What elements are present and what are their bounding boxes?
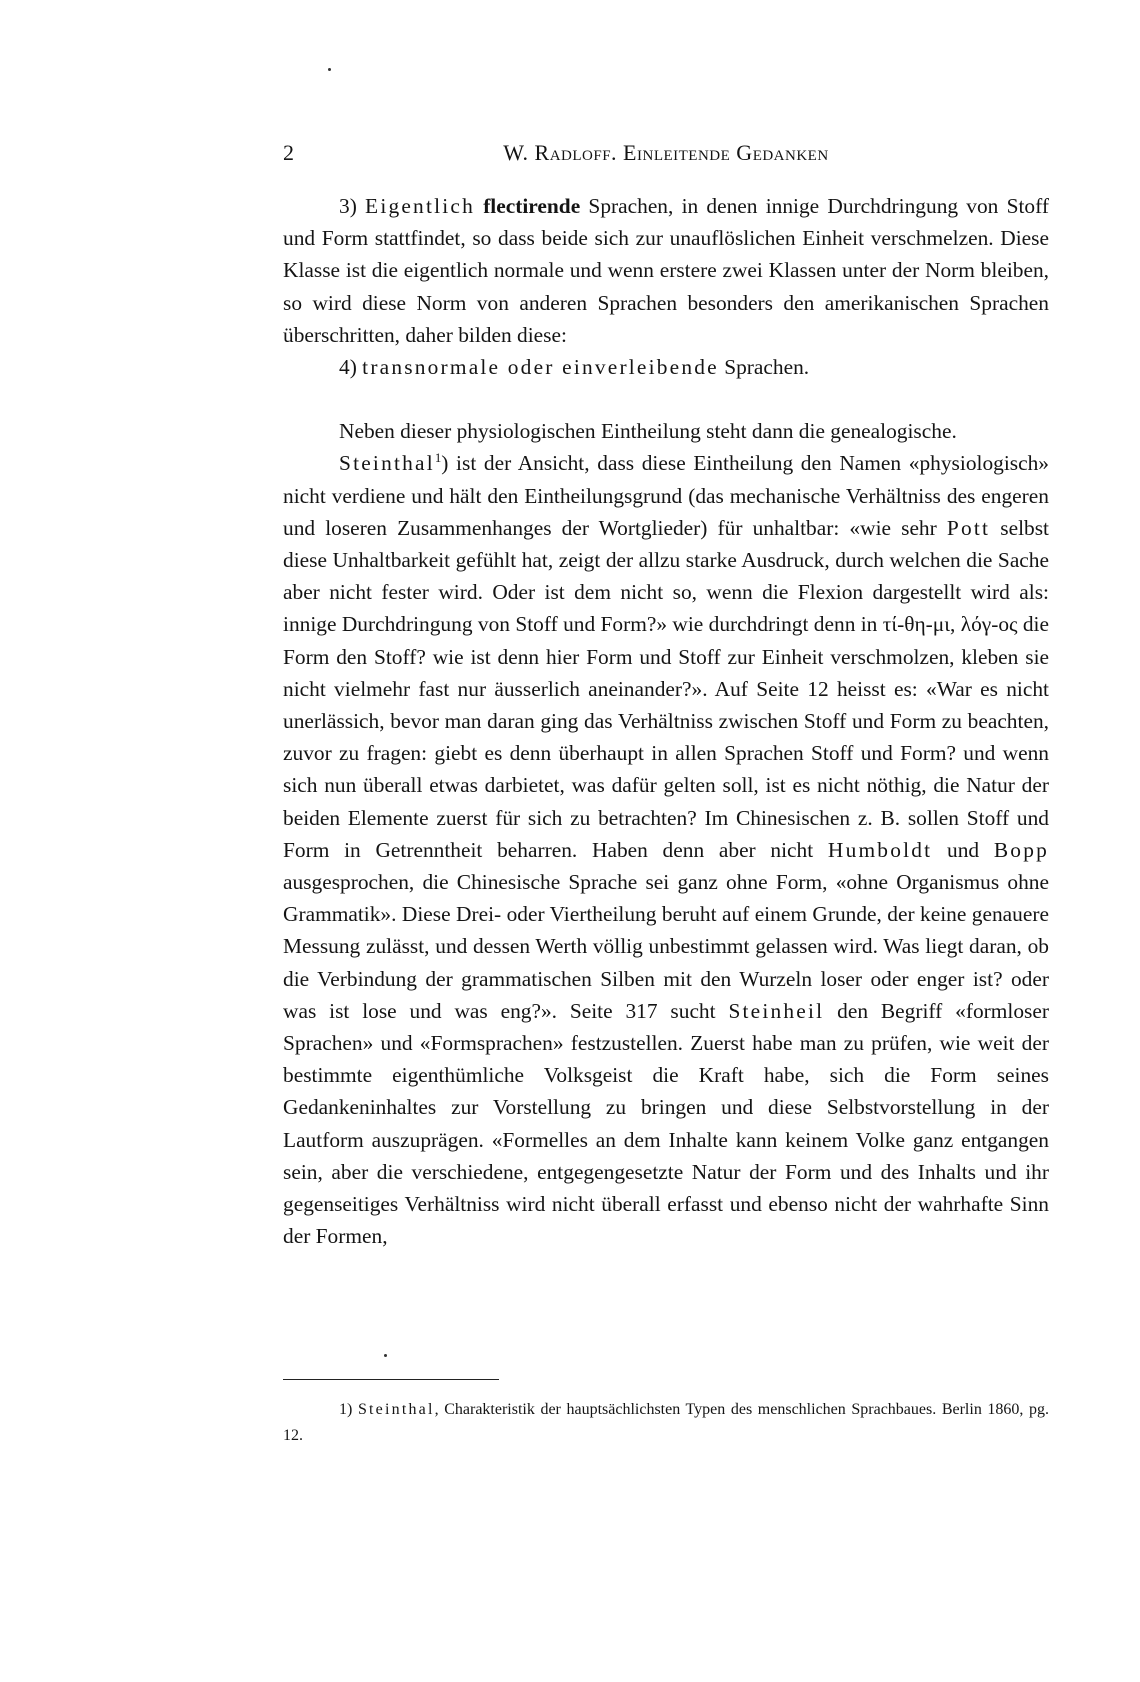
- footnote-author: Steinthal: [357, 1401, 435, 1418]
- scan-speck: [328, 68, 331, 71]
- paragraph-text: ) ist der Ansicht, dass diese Eintheilung den Namen «physiologisch» nicht verdiene und hält den Eintheilungsgrund (das mechanische Verhältniss des engeren und loseren Zusammenhanges der Wortglieder) für unhaltbar: «wie sehr: [283, 451, 1049, 540]
- paragraph-item-3: [283, 190, 1049, 351]
- paragraph-text: Sprachen, in denen innige Durchdringung von Stoff und Form stattfindet, so dass beide sich zur unauflöslichen Einheit verschmelzen. Diese Klasse ist die eigentlich normale und wenn erstere zwei Klassen unter der Norm bleiben, so wird diese Norm von anderen Sprachen besonders den amerikanischen Sprachen überschritten, daher bilden diese:: [283, 194, 1049, 347]
- name-bopp: Bopp: [993, 837, 1049, 862]
- name-pott: Pott: [946, 515, 991, 540]
- paragraph-text: selbst diese Unhaltbarkeit gefühlt hat, zeigt der allzu starke Ausdruck, durch welchen die Sache aber nicht fester wird. Oder ist dem nicht so, wenn die Flexion dargestellt wird als: innige Durchdringung von Stoff und Form?» wie durchdringt denn in τί-θη-μι, λόγ-ος die Form den Stoff? wie ist denn hier Form und Stoff zur Einheit verschmolzen, kleben sie nicht vielmehr fast nur äusserlich aneinander?». Auf Seite 12 heisst es: «War es nicht unerlässich, bevor man daran ging das Verhältniss zwischen Stoff und Form zu beachten, zuvor zu fragen: giebt es denn überhaupt in allen Sprachen Stoff und Form? und wenn sich nun überall etwas darbietet, was dafür gelten soll, ist es nicht nöthig, die Natur der beiden Elemente zuerst für sich zu betrachten? Im Chinesischen z. B. sollen Stoff und Form in Getrenntheit beharren. Haben denn aber nicht: [283, 515, 1049, 862]
- paragraph-text: Sprachen.: [718, 355, 810, 380]
- scan-speck: [384, 1354, 387, 1357]
- body-text: [283, 190, 1049, 1253]
- running-head: [283, 138, 1049, 168]
- paragraph-steinthal: [283, 447, 1049, 1252]
- emphasized-term: flectirende: [483, 194, 581, 218]
- spaced-term: transnormale oder einverleibende: [362, 355, 719, 380]
- paragraph-text: und: [932, 837, 994, 862]
- item-number: 4): [339, 355, 363, 380]
- running-head-title: W. Radloff. Einleitende Gedanken: [503, 140, 829, 165]
- footnote-divider: [283, 1379, 499, 1380]
- item-number: 3): [339, 194, 366, 218]
- paragraph-text: ausgesprochen, die Chinesische Sprache sei ganz ohne Form, «ohne Organismus ohne Grammatik». Diese Drei- oder Viertheilung beruht auf einem Grunde, der keine genauere Messung zulässt, und dessen Werth völlig unbestimmt gelassen wird. Was liegt daran, ob die Verbindung der grammatischen Silben mit den Wurzeln loser oder enger ist? oder was ist lose und was eng?». Seite 317 sucht: [283, 870, 1049, 1023]
- name-humboldt: Humboldt: [827, 837, 933, 862]
- footnote-marker: 1): [339, 1401, 358, 1418]
- footnote-ref: 1: [434, 451, 442, 466]
- paragraph-genealogy: Neben dieser physiologischen Eintheilung steht dann die genealogische.: [339, 419, 957, 444]
- footnote: [283, 1397, 1049, 1449]
- name-steinthal: Steinthal: [339, 451, 435, 476]
- name-steinheil: Steinheil: [728, 998, 825, 1023]
- paragraph-text: den Begriff «formloser Sprachen» und «Formsprachen» festzustellen. Zuerst habe man zu prüfen, wie weit der bestimmte eigenthümliche Volksgeist die Kraft habe, sich die Form seines Gedankeninhaltes zur Vorstellung zu bringen und diese Selbstvorstellung in der Lautform auszuprägen. «Formelles an dem Inhalte kann keinem Volke ganz entgangen sein, aber die verschiedene, entgegengesetzte Natur der Form und des Inhalts und ihr gegenseitiges Verhältniss wird nicht überall erfasst und ebenso nicht der wahrhafte Sinn der Formen,: [283, 998, 1049, 1249]
- paragraph-item-4: [283, 351, 1049, 383]
- footnote-text: , Charakteristik der hauptsächlichsten Typen des menschlichen Sprachbaues. Berlin 1860, pg. 12.: [283, 1401, 1050, 1444]
- page-number: 2: [283, 140, 294, 165]
- spaced-word: Eigentlich: [365, 194, 475, 218]
